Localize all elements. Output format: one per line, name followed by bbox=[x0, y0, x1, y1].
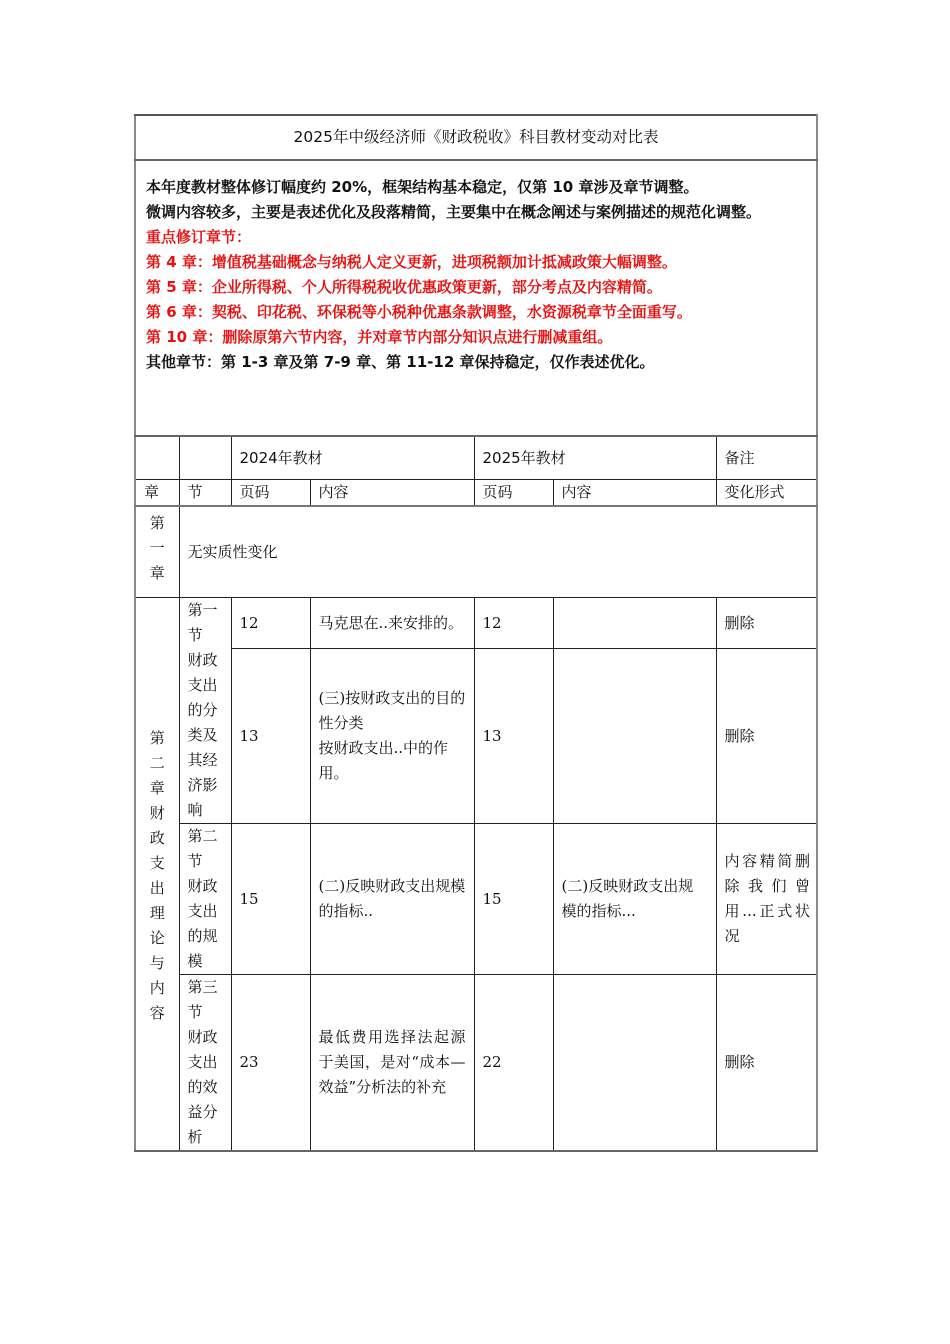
table-row bbox=[135, 649, 817, 824]
label-char: 第 bbox=[149, 514, 165, 532]
header-content-2024: 内容 bbox=[310, 480, 474, 507]
label-char: 章 bbox=[149, 779, 165, 797]
label-line: 节 bbox=[187, 1003, 203, 1021]
label-line: 的分 bbox=[187, 701, 218, 719]
label-char: 容 bbox=[149, 1004, 165, 1022]
label-line: 模 bbox=[187, 952, 203, 970]
page-2024: 13 bbox=[231, 649, 310, 824]
key-chapter-line: 第 4 章：增值税基础概念与纳税人定义更新，进项税额加计抵减政策大幅调整。 bbox=[146, 253, 677, 271]
change-type: 删除 bbox=[716, 598, 817, 649]
label-line: 的效 bbox=[187, 1078, 218, 1096]
label-line: 的规 bbox=[187, 927, 218, 945]
label-line: 支出 bbox=[187, 676, 218, 694]
content-2024: (二)反映财政支出规模的指标.. bbox=[310, 824, 474, 975]
page-2025: 22 bbox=[474, 975, 553, 1152]
header-page-2025: 页码 bbox=[474, 480, 553, 507]
label-char: 论 bbox=[149, 929, 165, 947]
header-2024-textbook: 2024年教材 bbox=[231, 436, 474, 480]
comparison-table bbox=[134, 114, 818, 1152]
label-char: 一 bbox=[149, 539, 165, 557]
label-line: 第二 bbox=[187, 827, 218, 845]
header-empty-section bbox=[179, 436, 231, 480]
header-column-row bbox=[135, 480, 817, 507]
summary-line: 其他章节：第 1-3 章及第 7-9 章、第 11-12 章保持稳定，仅作表述优化。 bbox=[146, 353, 655, 371]
summary-line: 微调内容较多，主要是表述优化及段落精简，主要集中在概念阐述与案例描述的规范化调整。 bbox=[146, 203, 762, 221]
change-type: 内容精简删除我们曾用...正式状况 bbox=[716, 824, 817, 975]
header-note: 备注 bbox=[716, 436, 817, 480]
content-2025: (二)反映财政支出规模的指标... bbox=[553, 824, 716, 975]
content-2024: 最低费用选择法起源于美国，是对“成本—效益”分析法的补充 bbox=[310, 975, 474, 1152]
page-2025: 13 bbox=[474, 649, 553, 824]
table-row bbox=[135, 824, 817, 975]
key-chapter-line: 第 6 章：契税、印花税、环保税等小税种优惠条款调整，水资源税章节全面重写。 bbox=[146, 303, 692, 321]
table-row bbox=[135, 975, 817, 1152]
label-line: 支出 bbox=[187, 902, 218, 920]
chapter-label bbox=[135, 506, 179, 598]
label-line: 响 bbox=[187, 801, 203, 819]
label-line: 济影 bbox=[187, 776, 218, 794]
label-line: 财政 bbox=[187, 651, 218, 669]
change-type: 删除 bbox=[716, 649, 817, 824]
content-2025 bbox=[553, 598, 716, 649]
content-2025 bbox=[553, 975, 716, 1152]
table-row bbox=[135, 506, 817, 598]
label-line: 类及 bbox=[187, 726, 218, 744]
label-char: 第 bbox=[149, 729, 165, 747]
page-2024: 23 bbox=[231, 975, 310, 1152]
label-char: 支 bbox=[149, 854, 165, 872]
section-label bbox=[179, 824, 231, 975]
table-row bbox=[135, 598, 817, 649]
chapter-label bbox=[135, 598, 179, 1152]
label-line: 益分 bbox=[187, 1103, 218, 1121]
header-page-2024: 页码 bbox=[231, 480, 310, 507]
key-chapter-line: 第 5 章：企业所得税、个人所得税税收优惠政策更新，部分考点及内容精简。 bbox=[146, 278, 662, 296]
header-group-row bbox=[135, 436, 817, 480]
section-label bbox=[179, 598, 231, 824]
label-char: 二 bbox=[149, 754, 165, 772]
document-title: 2025年中级经济师《财政税收》科目教材变动对比表 bbox=[135, 115, 817, 160]
header-2025-textbook: 2025年教材 bbox=[474, 436, 716, 480]
label-line: 财政 bbox=[187, 1028, 218, 1046]
label-line: 节 bbox=[187, 626, 203, 644]
label-line: 支出 bbox=[187, 1053, 218, 1071]
content-2024: (三)按财政支出的目的性分类 按财政支出..中的作用。 bbox=[310, 649, 474, 824]
label-line: 财政 bbox=[187, 877, 218, 895]
content-2025 bbox=[553, 649, 716, 824]
page-2024: 12 bbox=[231, 598, 310, 649]
header-content-2025: 内容 bbox=[553, 480, 716, 507]
page-2025: 12 bbox=[474, 598, 553, 649]
label-line: 析 bbox=[187, 1128, 203, 1146]
label-char: 财 bbox=[149, 804, 165, 822]
header-empty-chapter bbox=[135, 436, 179, 480]
change-type: 删除 bbox=[716, 975, 817, 1152]
label-line: 节 bbox=[187, 852, 203, 870]
key-chapters-heading: 重点修订章节： bbox=[146, 228, 252, 246]
label-char: 出 bbox=[149, 879, 165, 897]
label-char: 理 bbox=[149, 904, 165, 922]
label-char: 政 bbox=[149, 829, 165, 847]
label-line: 其经 bbox=[187, 751, 218, 769]
page-2024: 15 bbox=[231, 824, 310, 975]
summary-line: 本年度教材整体修订幅度约 20%，框架结构基本稳定，仅第 10 章涉及章节调整。 bbox=[146, 178, 699, 196]
document-page bbox=[134, 114, 816, 1152]
header-chapter: 章 bbox=[135, 480, 179, 507]
label-char: 章 bbox=[149, 564, 165, 582]
section-label bbox=[179, 975, 231, 1152]
header-section: 节 bbox=[179, 480, 231, 507]
key-chapter-line: 第 10 章：删除原第六节内容，并对章节内部分知识点进行删减重组。 bbox=[146, 328, 613, 346]
label-char: 内 bbox=[149, 979, 165, 997]
label-line: 第三 bbox=[187, 978, 218, 996]
label-char: 与 bbox=[149, 954, 165, 972]
page-2025: 15 bbox=[474, 824, 553, 975]
summary-block bbox=[135, 160, 817, 436]
content-2024: 马克思在..来安排的。 bbox=[310, 598, 474, 649]
chapter-note: 无实质性变化 bbox=[179, 506, 817, 598]
label-line: 第一 bbox=[187, 601, 218, 619]
header-change-type: 变化形式 bbox=[716, 480, 817, 507]
